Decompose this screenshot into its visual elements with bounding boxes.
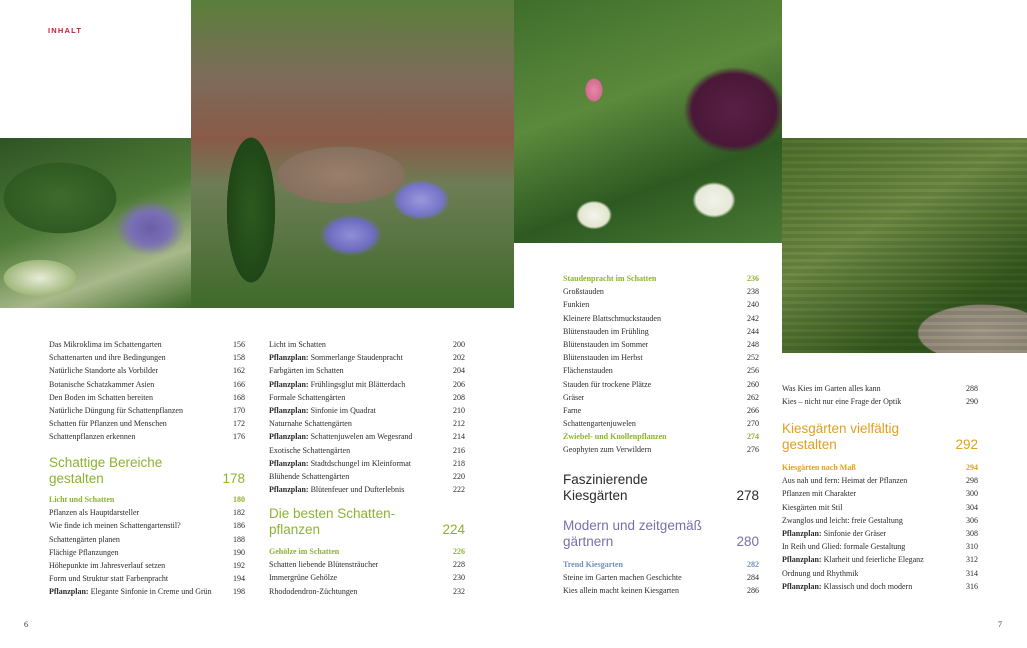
toc-entry [269,571,465,584]
toc-entry-page: 176 [233,432,245,442]
toc-entry-title [782,540,905,553]
toc-entry-title [563,298,589,311]
toc-entry-title [269,545,339,558]
toc-entry-page: 206 [453,379,465,389]
toc-entry-title [782,553,924,566]
toc-entry-text: Exotische Schattengärten [269,445,351,455]
toc-entry-page: 194 [233,574,245,584]
toc-entry-page: 192 [233,560,245,570]
toc-entry [269,391,465,404]
toc-entry-title [49,417,167,430]
toc-entry-title [49,506,139,519]
toc-entry-text: Den Boden im Schatten bereiten [49,392,153,402]
toc-entry [563,558,759,571]
chapter-title-line2: gärtnern [563,533,614,549]
toc-entry-label: Pflanzplan: [782,528,822,538]
toc-entry-text: Ordnung und Rhythmik [782,568,859,578]
toc-entry-text: Schattenarten und ihre Bedingungen [49,353,166,363]
toc-entry-title [269,444,350,457]
toc-entry-page: 316 [966,581,978,591]
toc-entry-title [563,364,613,377]
toc-entry-text: Schattenjuwelen am Wegesrand [308,432,413,442]
toc-entry-title [269,391,345,404]
chapter-heading-beste-schattenpflanzen [269,506,465,537]
toc-entry [563,391,759,404]
toc-entry [49,493,245,506]
toc-entry-text: Natürliche Standorte als Vorbilder [49,366,159,376]
toc-entry-text: Kiesgärten nach Maß [782,463,856,472]
toc-entry-title [782,487,856,500]
toc-entry-text: In Reih und Glied: formale Gestaltung [782,542,906,552]
toc-entry [782,514,978,527]
toc-entry-text: Schatten für Pflanzen und Menschen [49,419,167,429]
toc-entry-text: Blütenstauden im Sommer [563,339,649,349]
toc-entry [782,395,978,408]
toc-entry-text: Zwanglos und leicht: freie Gestaltung [782,515,903,525]
toc-entry-page: 190 [233,547,245,557]
toc-entry-label: Pflanzplan: [269,379,309,389]
toc-entry [49,506,245,519]
toc-entry-page: 276 [747,445,759,455]
toc-entry-title [49,338,162,351]
toc-entry-page: 312 [966,555,978,565]
toc-entry-page: 260 [747,379,759,389]
toc-entry-title [782,580,912,593]
toc-entry-title [269,571,337,584]
toc-entry-text: Flächenstauden [563,366,613,376]
toc-entry-page: 218 [453,458,465,468]
toc-entry-text: Kleinere Blattschmuckstauden [563,313,661,323]
toc-entry-page: 266 [747,405,759,415]
toc-entry-page: 274 [747,432,759,442]
chapter-heading-schattige-bereiche [49,455,245,486]
toc-entry-title [782,527,886,540]
toc-entry-page: 238 [747,287,759,297]
hosta-bed-photo [0,138,191,308]
toc-entry-title [782,382,881,395]
toc-entry-text: Frühlingsglut mit Blätterdach [308,379,406,389]
toc-entry [782,382,978,395]
toc-entry [563,312,759,325]
toc-entry [49,585,245,598]
toc-entry-page: 262 [747,392,759,402]
toc-entry-text: Großstauden [563,287,604,297]
toc-entry-label: Pflanzplan: [269,405,309,415]
toc-entry-text: Funkien [563,300,590,310]
toc-entry-page: 162 [233,366,245,376]
toc-entry-label: Pflanzplan: [269,432,309,442]
toc-entry-page: 300 [966,489,978,499]
toc-entry [782,487,978,500]
toc-entry-text: Blühende Schattengärten [269,471,350,481]
toc-entry-title [269,417,352,430]
toc-entry [269,338,465,351]
toc-entry-text: Kies – nicht nur eine Frage der Optik [782,397,902,407]
toc-entry-page: 180 [233,495,245,504]
toc-entry-text: Aus nah und fern: Heimat der Pflanzen [782,476,908,486]
toc-entry [782,553,978,566]
toc-entry [49,338,245,351]
toc-entry-text: Wie finde ich meinen Schattengartenstil? [49,521,181,531]
toc-entry-page: 288 [966,384,978,393]
chapter-title-line2: Kiesgärten [563,487,628,503]
toc-entry-page: 298 [966,476,978,486]
toc-col2-list2 [269,545,465,598]
toc-entry-page: 156 [233,340,245,349]
toc-entry [563,364,759,377]
toc-entry-text: Gehölze im Schatten [269,547,340,556]
toc-entry-page: 228 [453,560,465,570]
toc-entry-text: Naturnahe Schattengärten [269,419,352,429]
toc-entry [49,351,245,364]
chapter-page: 278 [736,487,759,503]
chapter-title-line2: gestalten [49,470,104,486]
chapter-page: 280 [736,533,759,549]
toc-entry-title [563,430,667,443]
toc-entry-title [49,364,158,377]
chapter-heading-faszinierende-kiesgaerten [563,472,759,503]
toc-entry [563,378,759,391]
toc-entry [49,546,245,559]
toc-col3-list2 [563,558,759,598]
toc-entry [782,527,978,540]
toc-entry [269,404,465,417]
toc-entry [49,404,245,417]
toc-entry-page: 310 [966,542,978,552]
toc-entry-title [49,404,183,417]
toc-entry-text: Sinfonie im Quadrat [308,405,376,415]
toc-entry [563,338,759,351]
toc-entry-text: Gräser [563,392,585,402]
toc-entry-text: Steine im Garten machen Geschichte [563,573,682,583]
toc-entry-title [269,364,344,377]
toc-entry-title [563,325,649,338]
pergola-terrace-iris-photo [191,0,514,308]
toc-entry-title [563,404,581,417]
chapter-page: 224 [442,521,465,537]
toc-col4-list [782,382,978,408]
toc-entry-page: 158 [233,353,245,363]
chapter-title-line1: Kiesgärten vielfältig [782,421,900,436]
toc-entry-label: Pflanzplan: [269,458,309,468]
toc-entry-text: Blütenstauden im Herbst [563,353,643,363]
toc-entry-page: 214 [453,432,465,442]
toc-entry-text: Pflanzen als Hauptdarsteller [49,508,140,518]
toc-entry [269,545,465,558]
toc-entry [782,474,978,487]
toc-entry-page: 210 [453,405,465,415]
toc-entry-text: Schatten liebende Blütensträucher [269,560,379,570]
page-number-left: 6 [24,620,28,629]
chapter-page: 178 [222,470,245,486]
toc-entry-text: Flächige Pflanzungen [49,547,119,557]
toc-entry-text: Höhepunkte im Jahresverlauf setzen [49,560,166,570]
toc-entry-title [49,378,154,391]
toc-entry-title [269,483,404,496]
chapter-title-line1: Faszinierende [563,472,648,487]
toc-entry-text: Immergrüne Gehölze [269,573,338,583]
toc-entry [269,585,465,598]
toc-entry-title [563,571,682,584]
toc-entry-title [269,404,376,417]
toc-entry-title [269,338,326,351]
toc-entry-title [49,391,153,404]
toc-entry [269,444,465,457]
toc-entry-page: 216 [453,445,465,455]
section-header: INHALT [48,26,83,35]
toc-entry-label: Pflanzplan: [269,485,309,495]
toc-entry [49,430,245,443]
toc-entry-text: Trend Kiesgarten [563,560,623,569]
toc-entry-text: Elegante Sinfonie in Creme und Grün [88,587,212,597]
toc-entry-title [563,312,661,325]
toc-entry-page: 232 [453,586,465,596]
toc-entry-text: Sommerlange Staudenpracht [308,353,403,363]
fern-fence-garden-photo [782,138,1027,353]
toc-entry-page: 308 [966,528,978,538]
toc-entry-page: 212 [453,419,465,429]
toc-entry-text: Blütenfeuer und Dufterlebnis [308,485,405,495]
toc-entry [269,558,465,571]
toc-entry-page: 242 [747,313,759,323]
chapter-page: 292 [955,436,978,452]
toc-entry-label: Pflanzplan: [269,353,309,363]
toc-entry-label: Pflanzplan: [782,555,822,565]
toc-entry-title [49,430,135,443]
toc-entry [563,417,759,430]
toc-col3-list [563,272,759,457]
toc-entry-title [49,559,165,572]
toc-entry-page: 304 [966,502,978,512]
toc-entry-page: 168 [233,392,245,402]
toc-entry [49,519,245,532]
toc-entry-title [782,474,907,487]
toc-entry-page: 186 [233,521,245,531]
toc-entry-page: 248 [747,339,759,349]
toc-entry-title [49,546,119,559]
chapter-heading-kiesgaerten-vielfaeltig [782,421,978,452]
toc-entry-title [49,351,166,364]
toc-entry-text: Staudenpracht im Schatten [563,274,657,283]
toc-entry-text: Blütenstauden im Frühling [563,326,649,336]
toc-entry [563,584,759,597]
chapter-title-line2: pflanzen [269,521,321,537]
toc-entry [49,559,245,572]
toc-entry-page: 222 [453,485,465,495]
chapter-title-line2: gestalten [782,436,837,452]
toc-entry [563,298,759,311]
toc-entry-page: 172 [233,419,245,429]
toc-entry [269,351,465,364]
toc-entry-page: 208 [453,392,465,402]
toc-entry-text: Form und Struktur statt Farbenpracht [49,574,169,584]
toc-entry-text: Sinfonie der Gräser [821,528,887,538]
toc-entry-text: Was Kies im Garten alles kann [782,384,881,393]
toc-entry-text: Kiesgärten mit Stil [782,502,843,512]
toc-entry-text: Klassisch und doch modern [821,581,913,591]
toc-entry-page: 284 [747,573,759,583]
chapter-heading-modern-zeitgemaess [563,518,759,549]
toc-entry-page: 256 [747,366,759,376]
page-number-right: 7 [998,620,1002,629]
toc-entry-page: 200 [453,340,465,349]
toc-entry-title [269,378,405,391]
toc-entry-title [563,558,623,571]
toc-entry [269,378,465,391]
toc-entry [269,417,465,430]
toc-entry [269,364,465,377]
toc-entry-text: Farne [563,405,582,415]
toc-entry-title [269,470,349,483]
toc-entry-page: 198 [233,587,245,597]
toc-entry-title [563,338,648,351]
toc-entry-title [49,585,212,598]
chapter-title-line1: Die besten Schatten- [269,506,396,521]
toc-entry-page: 314 [966,568,978,578]
toc-entry [563,443,759,456]
toc-entry-page: 226 [453,547,465,556]
toc-entry-title [563,584,679,597]
toc-entry [269,457,465,470]
toc-entry [782,540,978,553]
toc-entry [269,483,465,496]
toc-entry [563,404,759,417]
toc-entry-title [269,558,378,571]
chapter-title-line1: Schattige Bereiche [49,455,163,470]
toc-entry-title [269,351,403,364]
toc-entry-text: Stadtdschungel im Kleinformat [308,458,411,468]
toc-entry [269,430,465,443]
toc-entry-title [563,272,656,285]
toc-entry-text: Schattengartenjuwelen [563,419,636,429]
toc-entry-text: Stauden für trockene Plätze [563,379,652,389]
tulip-narcissus-bed-photo [514,0,782,243]
toc-entry [49,391,245,404]
toc-entry [563,325,759,338]
toc-entry-title [49,519,181,532]
toc-entry-title [563,443,651,456]
toc-entry-title [49,533,120,546]
toc-entry-title [49,572,168,585]
toc-entry-page: 286 [747,586,759,596]
toc-col1-list [49,338,245,444]
toc-entry-label: Pflanzplan: [49,587,89,597]
toc-entry [563,351,759,364]
toc-entry-page: 236 [747,274,759,283]
toc-entry [49,364,245,377]
toc-entry-page: 166 [233,379,245,389]
toc-entry [782,567,978,580]
toc-entry-title [49,493,114,506]
toc-entry-title [782,501,842,514]
toc-entry-text: Kies allein macht keinen Kiesgarten [563,586,679,596]
toc-entry-page: 188 [233,534,245,544]
toc-entry-page: 204 [453,366,465,376]
toc-entry [49,533,245,546]
toc-entry-text: Botanische Schatzkammer Asien [49,379,155,389]
toc-entry [563,272,759,285]
toc-entry-title [782,461,856,474]
toc-entry [49,572,245,585]
toc-entry [782,501,978,514]
toc-entry-text: Formale Schattengärten [269,392,346,402]
toc-entry-title [563,378,651,391]
toc-entry-page: 230 [453,573,465,583]
toc-entry-page: 306 [966,515,978,525]
toc-entry-text: Natürliche Düngung für Schattenpflanzen [49,405,183,415]
toc-entry [49,417,245,430]
toc-entry [563,430,759,443]
toc-entry-text: Licht und Schatten [49,495,115,504]
toc-entry-text: Schattenpflanzen erkennen [49,432,136,442]
toc-entry-title [782,395,901,408]
toc-col2-list [269,338,465,496]
toc-entry-page: 202 [453,353,465,363]
toc-entry-page: 170 [233,405,245,415]
toc-entry-title [563,417,636,430]
toc-entry [563,285,759,298]
toc-entry-title [782,514,903,527]
toc-entry-page: 252 [747,353,759,363]
toc-entry [782,461,978,474]
toc-entry-text: Farbgärten im Schatten [269,366,344,376]
toc-entry-title [563,351,643,364]
toc-entry-title [269,430,412,443]
toc-entry-label: Pflanzplan: [782,581,822,591]
toc-entry-page: 282 [747,560,759,569]
toc-entry [563,571,759,584]
toc-entry-text: Rhododendron-Züchtungen [269,586,358,596]
toc-entry-title [269,457,411,470]
toc-entry-page: 220 [453,471,465,481]
toc-entry-title [563,285,604,298]
toc-entry-text: Schattengärten planen [49,534,120,544]
toc-entry-title [269,585,357,598]
toc-col4-list2 [782,461,978,593]
toc-entry-page: 182 [233,508,245,518]
toc-entry-page: 290 [966,397,978,407]
toc-col1-list2 [49,493,245,599]
toc-entry-text: Das Mikroklima im Schattengarten [49,340,162,349]
toc-entry-text: Licht im Schatten [269,340,326,349]
toc-entry-page: 240 [747,300,759,310]
toc-entry-text: Zwiebel- und Knollenpflanzen [563,432,667,442]
toc-entry [49,378,245,391]
toc-entry-text: Pflanzen mit Charakter [782,489,857,499]
toc-entry [782,580,978,593]
chapter-title-line1: Modern und zeitgemäß [563,518,702,533]
toc-entry-page: 270 [747,419,759,429]
toc-entry-title [563,391,584,404]
toc-entry [269,470,465,483]
toc-entry-text: Klarheit und feierliche Eleganz [821,555,924,565]
toc-entry-page: 294 [966,463,978,472]
toc-entry-page: 244 [747,326,759,336]
toc-entry-title [782,567,858,580]
toc-entry-text: Geophyten zum Verwildern [563,445,652,455]
